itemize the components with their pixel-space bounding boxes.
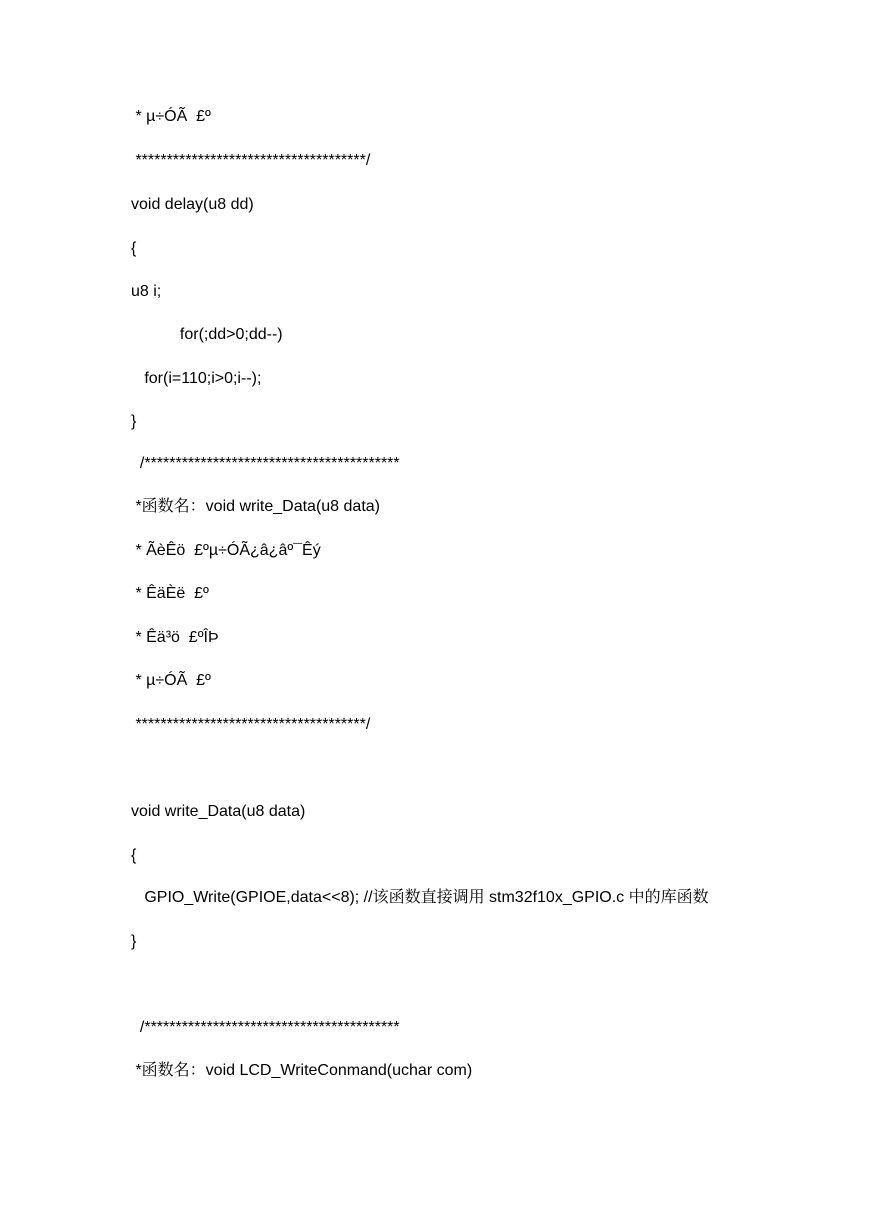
code-line: *************************************/ bbox=[131, 152, 371, 169]
code-line: { bbox=[131, 240, 137, 257]
code-line: void delay(u8 dd) bbox=[131, 196, 254, 213]
code-line: *函数名：void LCD_WriteConmand(uchar com) bbox=[131, 1062, 473, 1079]
code-line: *************************************/ bbox=[131, 716, 371, 733]
code-line: { bbox=[131, 847, 137, 864]
code-line: * ÊäÈë £º bbox=[131, 585, 209, 602]
code-line: u8 i; bbox=[131, 283, 162, 300]
code-line: * µ÷ÓÃ £º bbox=[131, 108, 211, 125]
code-line: * ÃèÊö £ºµ÷ÓÃ¿â¿âº¯Êý bbox=[131, 542, 321, 559]
code-line: for(i=110;i>0;i--); bbox=[131, 370, 262, 387]
code-line: void write_Data(u8 data) bbox=[131, 803, 306, 820]
code-line: for(;dd>0;dd--) bbox=[131, 326, 283, 343]
code-line: } bbox=[131, 413, 137, 430]
code-line: } bbox=[131, 933, 137, 950]
code-line: * Êä³ö £ºÎÞ bbox=[131, 629, 219, 646]
code-line: GPIO_Write(GPIOE,data<<8); //该函数直接调用 stm32f10x_GPIO.c 中的库函数 bbox=[131, 889, 709, 906]
code-line: /***************************************** bbox=[131, 455, 400, 472]
code-line: *函数名：void write_Data(u8 data) bbox=[131, 498, 380, 515]
code-line: /***************************************** bbox=[131, 1019, 400, 1036]
code-line: * µ÷ÓÃ £º bbox=[131, 672, 211, 689]
